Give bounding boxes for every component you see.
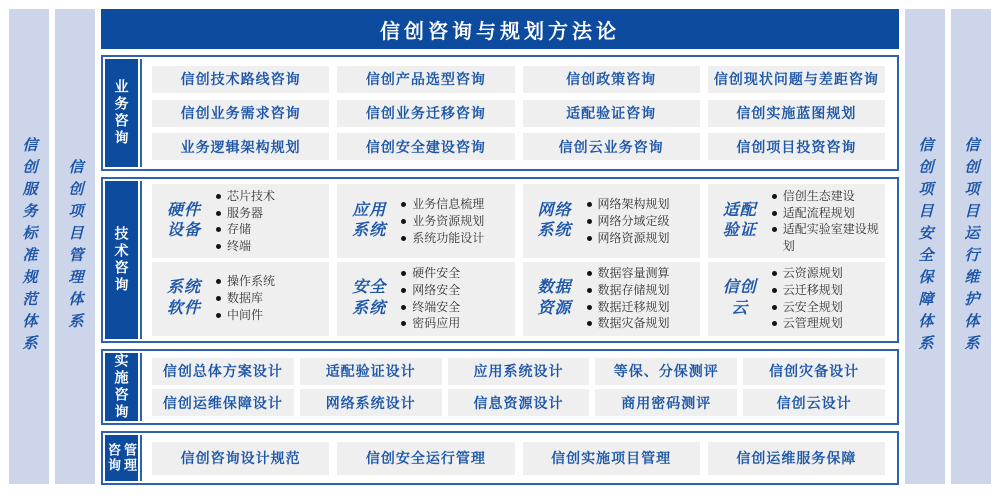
detail-box: [337, 184, 514, 258]
section-content-business-consulting: [140, 59, 895, 167]
detail-box-item: 终端: [214, 238, 275, 255]
section-label-business-consulting: [105, 59, 138, 167]
item-box: 信创项目投资咨询: [708, 133, 885, 160]
side-bar-service-standards: [9, 9, 49, 484]
detail-box-item: 适配流程规划: [770, 205, 879, 222]
item-box: 适配验证设计: [300, 358, 442, 385]
detail-box-title: 系统软件: [166, 278, 201, 317]
detail-box-item: 业务资源规划: [399, 213, 484, 230]
section-consulting-management: [101, 431, 899, 485]
section-content-implementation-consulting: [140, 353, 895, 421]
detail-box-title: 硬件设备: [166, 201, 201, 240]
item-box: 信创总体方案设计: [152, 358, 294, 385]
section-label-technical-consulting: [105, 181, 138, 339]
item-box: 信创现状问题与差距咨询: [708, 66, 885, 93]
item-box: 信创云业务咨询: [523, 133, 700, 160]
detail-box-list: [214, 188, 275, 255]
detail-box-title: 信创云: [722, 278, 757, 317]
section-row: [152, 66, 885, 93]
side-bar-project-management-label: 信创项目管理体系: [66, 158, 84, 335]
section-technical-consulting: [101, 177, 899, 343]
detail-box-item: 网络资源规划: [585, 230, 670, 247]
detail-box-item: 适配实验室建设规划: [770, 221, 879, 255]
title-bar: [101, 9, 899, 49]
item-box: 信创安全建设咨询: [337, 133, 514, 160]
sections-container: [101, 55, 899, 489]
section-label-text: 业务咨询: [113, 79, 130, 147]
detail-box-item: 系统功能设计: [399, 230, 484, 247]
detail-box: [152, 262, 329, 336]
detail-box-item: 网络分域定级: [585, 213, 670, 230]
item-box: 信创云设计: [743, 389, 885, 416]
side-bar-security-assurance-label: 信创项目安全保障体系: [916, 136, 934, 357]
detail-box-item: 服务器: [214, 205, 275, 222]
section-label-consulting-management: [105, 435, 138, 481]
detail-box-item: 数据灾备规划: [585, 315, 670, 332]
side-bar-project-management: [55, 9, 95, 484]
detail-box-title: 适配验证: [722, 201, 757, 240]
item-box: 信息资源设计: [448, 389, 590, 416]
section-implementation-consulting: [101, 349, 899, 425]
detail-box: [708, 262, 885, 336]
side-bar-operation-maintenance-label: 信创项目运行维护体系: [962, 136, 980, 357]
section-row: [152, 262, 885, 336]
main-panel: [101, 9, 899, 489]
detail-box: [337, 262, 514, 336]
detail-box-item: 信创生态建设: [770, 188, 879, 205]
detail-box-item: 操作系统: [214, 273, 275, 290]
detail-box-item: 数据库: [214, 290, 275, 307]
detail-box-item: 数据容量测算: [585, 265, 670, 282]
section-label-text: 咨询: [106, 443, 121, 473]
detail-box: [523, 262, 700, 336]
detail-box-item: 芯片技术: [214, 188, 275, 205]
detail-box: [523, 184, 700, 258]
section-label-text: 管理: [122, 443, 137, 473]
section-label-implementation-consulting: [105, 353, 138, 421]
detail-box-item: 数据迁移规划: [585, 299, 670, 316]
detail-box-item: 数据存储规划: [585, 282, 670, 299]
item-box: 网络系统设计: [300, 389, 442, 416]
section-content-consulting-management: [140, 435, 895, 481]
item-box: 业务逻辑架构规划: [152, 133, 329, 160]
detail-box-item: 云安全规划: [770, 299, 843, 316]
detail-box-title: 应用系统: [352, 201, 387, 240]
item-box: 信创灾备设计: [743, 358, 885, 385]
detail-box-item: 密码应用: [399, 315, 460, 332]
section-row: [152, 442, 885, 475]
detail-box: [708, 184, 885, 258]
page-title: 信创咨询与规划方法论: [380, 20, 620, 43]
side-bar-operation-maintenance: [951, 9, 991, 484]
detail-box-list: [399, 265, 460, 332]
item-box: 信创业务迁移咨询: [337, 100, 514, 127]
detail-box-item: 终端安全: [399, 299, 460, 316]
detail-box-list: [399, 196, 484, 246]
item-box: 等保、分保测评: [595, 358, 737, 385]
detail-box: [152, 184, 329, 258]
item-box: 信创安全运行管理: [337, 442, 514, 475]
detail-box-item: 云管理规划: [770, 315, 843, 332]
item-box: 信创产品选型咨询: [337, 66, 514, 93]
detail-box-item: 业务信息梳理: [399, 196, 484, 213]
item-box: 信创运维保障设计: [152, 389, 294, 416]
item-box: 适配验证咨询: [523, 100, 700, 127]
item-box: 信创咨询设计规范: [152, 442, 329, 475]
item-box: 信创运维服务保障: [708, 442, 885, 475]
detail-box-item: 云迁移规划: [770, 282, 843, 299]
detail-box-title: 安全系统: [352, 278, 387, 317]
item-box: 信创实施项目管理: [523, 442, 700, 475]
item-box: 信创业务需求咨询: [152, 100, 329, 127]
section-label-text: 技术咨询: [113, 226, 130, 294]
detail-box-item: 中间件: [214, 307, 275, 324]
item-box: 信创政策咨询: [523, 66, 700, 93]
item-box: 信创实施蓝图规划: [708, 100, 885, 127]
item-box: 应用系统设计: [448, 358, 590, 385]
detail-box-item: 存储: [214, 221, 275, 238]
detail-box-item: 云资源规划: [770, 265, 843, 282]
detail-box-list: [585, 265, 670, 332]
section-content-technical-consulting: [140, 181, 895, 339]
section-row: [152, 358, 885, 385]
item-box: 商用密码测评: [595, 389, 737, 416]
detail-box-list: [770, 188, 879, 255]
detail-box-list: [770, 265, 843, 332]
section-row: [152, 389, 885, 416]
item-box: 信创技术路线咨询: [152, 66, 329, 93]
section-row: [152, 184, 885, 258]
detail-box-item: 网络架构规划: [585, 196, 670, 213]
section-business-consulting: [101, 55, 899, 171]
detail-box-title: 网络系统: [537, 201, 572, 240]
side-bar-security-assurance: [905, 9, 945, 484]
detail-box-item: 硬件安全: [399, 265, 460, 282]
section-row: [152, 100, 885, 127]
detail-box-list: [214, 273, 275, 323]
side-bar-service-standards-label: 信创服务标准规范体系: [20, 136, 38, 357]
section-row: [152, 133, 885, 160]
section-label-text: 实施咨询: [113, 353, 130, 421]
detail-box-list: [585, 196, 670, 246]
detail-box-item: 网络安全: [399, 282, 460, 299]
detail-box-title: 数据资源: [537, 278, 572, 317]
